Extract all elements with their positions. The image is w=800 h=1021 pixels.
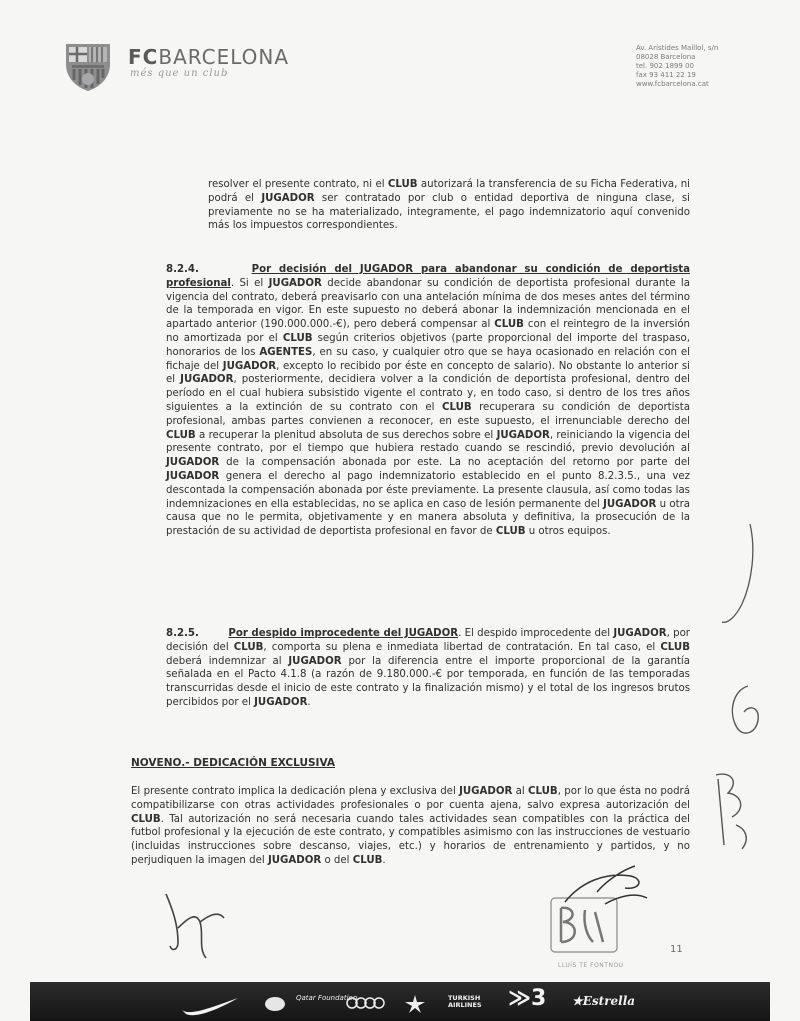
- section-8-2-4: 8.2.4. Por decisión del JUGADOR para abandonar su condición de deportista profesional. Si el JUGADOR decide abandonar su condición de deportista profesional durante la vigencia del contrato, deberá preavisarlo con una antelación mínima de dos meses antes del término de la temporada en vigor. En este supuesto no deberá abonar la indemnización mencionada en el apartado anterior (190.000.000.-€), pero deberá compensar al CLUB con el reintegro de la inversión no amortizada por el CLUB según criterios objetivos (parte proporcional del importe del traspaso, honorarios de los AGENTES, en su caso, y cualquier otro que se haya ocasionado en relación con el fichaje del JUGADOR, excepto lo recibido por éste en concepto de salario). No obstante lo anterior si el JUGADOR, posteriormente, decidiera volver a la condición de deportista profesional, dentro del período en el cual hubiera subsistido vigente el contrato y, en todo caso, si dentro de los tres años siguientes a la extinción de su contrato con el CLUB recuperara su condición de deportista profesional, ambas partes convienen a reconocer, en este supuesto, el irrenunciable derecho del CLUB a recuperar la plenitud absoluta de sus derechos sobre el JUGADOR, reiniciando la vigencia del presente contrato, por el tiempo que hubiera restado cuando se rescindió, previo devolución al JUGADOR de la compensación abonada por este. La no aceptación del retorno por parte del JUGADOR genera el derecho al pago indemnizatorio establecido en el punto 8.2.3.5., una vez descontada la compensación abonada por éste previamente. La presente clausula, así como todas las indemnizaciones en ella establecidas, no se aplica en caso de lesión permanente del JUGADOR u otra causa que no le permita, objetivamente y en manera absoluta y definitiva, la prosecución de la prestación de su actividad de deportista profesional en favor de CLUB u otros equipos.: [166, 264, 691, 538]
- club-stamp: [535, 862, 665, 962]
- section-8-2-4-title: Por decisión del JUGADOR para abandonar su condición de deportista profesional: [166, 264, 691, 289]
- club-address: Av. Arístides Maillol, s/n 08028 Barcelona tel. 902 1899 00 fax 93 411 22 19 www.fcbarcelona.cat: [636, 44, 719, 88]
- bank-star-icon: [404, 994, 426, 1014]
- club-motto: més que un club: [130, 68, 229, 79]
- margin-signature-1: [712, 520, 762, 630]
- section-noveno-text: El presente contrato implica la dedicación plena y exclusiva del JUGADOR al CLUB, por lo que ésta no podrá compatibilizarse con otras actividades profesionales o por cuenta ajena, salvo expresa autorización del CLUB. Tal autorización no será necesaria cuando tales actividades sean compatibles con la práctica del futbol profesional y la ejecución de este contrato, y compatibles asimismo con las instrucciones de vestuario (incluidas instrucciones sobre descanso, viajes, etc.) y horarios de entrenamiento y partidos, y no perjudiquen la imagen del JUGADOR o del CLUB.: [131, 786, 690, 866]
- unicef-icon: [264, 996, 286, 1012]
- sponsor-three: ≫3: [508, 986, 547, 1011]
- margin-signature-3: [706, 765, 766, 860]
- section-8-2-5-title: Por despido improcedente del JUGADOR: [228, 628, 459, 639]
- sponsor-qatar: Qatar Foundation: [296, 994, 358, 1002]
- audi-rings-icon: [346, 996, 386, 1010]
- sponsor-estrella: ★Estrella: [572, 994, 636, 1008]
- section-noveno-heading: NOVENO.- DEDICACIÓN EXCLUSIVA: [131, 757, 335, 769]
- nike-swoosh-icon: [180, 996, 240, 1016]
- bottom-signature-left: [158, 888, 238, 963]
- stamp-caption: LLUÍS TE FONTNOU: [558, 962, 624, 969]
- sponsor-turkish-airlines: TURKISH AIRLINES: [448, 994, 482, 1009]
- page-number: 11: [670, 944, 683, 955]
- club-brand: FCBARCELONA: [128, 45, 290, 69]
- sponsor-footer: [30, 982, 770, 1021]
- club-crest-icon: [62, 38, 114, 92]
- section-8-2-5: 8.2.5. Por despido improcedente del JUGADOR. El despido improcedente del JUGADOR, por decisión del CLUB, comporta su plena e inmediata libertad de contratación. En tal caso, el CLUB deberá indemnizar al JUGADOR por la diferencia entre el importe proporcional de la garantía señalada en el Pacto 4.1.8 (a razón de 9.180.000.-€ por temporada, en función de las temporadas transcurridas desde el inicio de este contrato y la finalización mismo) y el total de los ingresos brutos percibidos por el JUGADOR.: [166, 628, 691, 708]
- margin-signature-2: [718, 680, 768, 750]
- continuation-paragraph: resolver el presente contrato, ni el CLUB autorizará la transferencia de su Ficha Federativa, ni podrá el JUGADOR ser contratado por club o entidad deportiva de ninguna clase, si previamente no se ha materializado, integramente, el pago indemnizatorio aquí convenido más los impuestos correspondientes.: [208, 179, 690, 232]
